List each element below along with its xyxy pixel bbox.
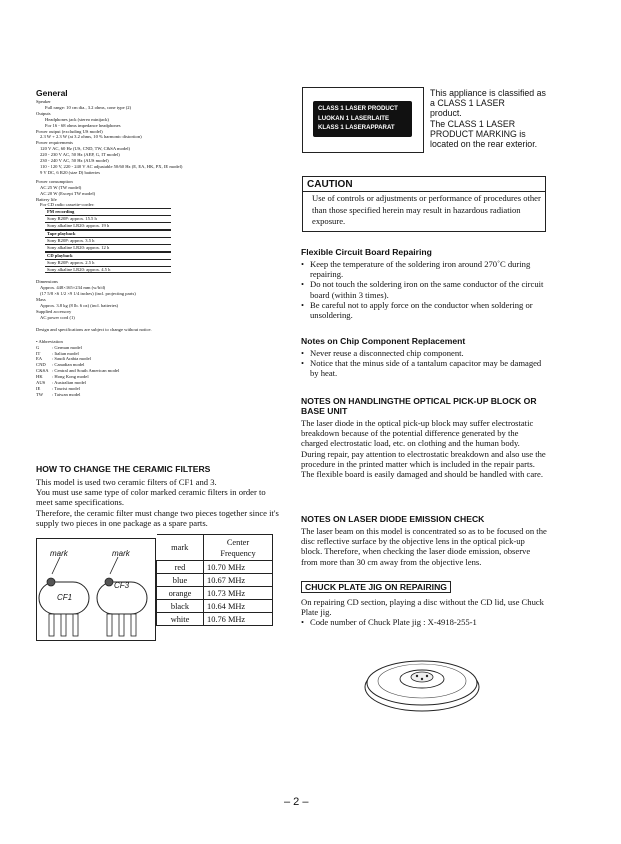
chip-heading: Notes on Chip Component Replacement xyxy=(301,336,466,346)
flex-board-section xyxy=(301,247,547,320)
mark-label-2: mark xyxy=(112,549,130,558)
spec-line: 220 - 230 V AC, 50 Hz (AEP, G, IT model) xyxy=(40,152,120,158)
spec-line: AC 20 W (Except TW model) xyxy=(40,190,96,196)
spec-line: For 16 - 68 ohms impedance headphones xyxy=(45,122,121,128)
battery-life-row: Sony alkaline LR20: approx. 4.5 h xyxy=(45,267,171,274)
optical-section xyxy=(301,396,547,479)
battery-life-row: Sony R20P: approx. 3.5 h xyxy=(45,238,171,245)
abbreviation-meaning: : Saudi Arabia model xyxy=(52,356,91,362)
filter-frequency: 10.73 MHz xyxy=(204,587,273,600)
jig-hole-1 xyxy=(416,675,418,677)
filter-frequency: 10.70 MHz xyxy=(204,561,273,574)
ceramic-filter-text xyxy=(36,477,282,528)
battery-life-table xyxy=(45,208,171,273)
bullet-item: • Never reuse a disconnected chip component. xyxy=(301,348,547,358)
laser-desc-line: product. xyxy=(430,108,462,119)
spec-line: Full range: 10 cm dia., 3.2 ohms, cone type (2) xyxy=(45,104,132,110)
caution-divider xyxy=(303,191,545,192)
chip-list xyxy=(301,348,547,379)
abbreviation-code: C&SA xyxy=(36,368,49,374)
chuck-plate-jig-illustration xyxy=(362,655,482,717)
emission-text: The laser beam on this model is concentrated so as to be focused on the disc reflective surface by the objective lens in the optical pick-up block. Therefore, when checking the laser diode emission, observe from more than 30 cm away from the objective lens. xyxy=(301,526,547,567)
general-heading: General xyxy=(36,88,68,98)
battery-life-row: Sony alkaline LR20: approx. 19 h xyxy=(45,223,171,230)
general-section xyxy=(36,88,276,398)
paragraph: The laser diode in the optical pick-up block may suffer electrostatic breakdown because of the potential difference generated by the charged electrostatic load, etc. on clothing and the human body. xyxy=(301,418,534,449)
spec-line: Headphones jack (stereo minijack) xyxy=(45,116,109,122)
spec-line: Approx. 448×165×234 mm (w/h/d) xyxy=(40,285,106,291)
spec-line: Dimensions xyxy=(36,279,58,285)
abbreviation-meaning: : Canadian model xyxy=(52,362,85,368)
spec-line: AC 25 W (TW model) xyxy=(40,184,82,190)
spec-line: Speaker xyxy=(36,99,51,104)
general-spec-list xyxy=(36,99,276,176)
abbreviation-code: EA xyxy=(36,356,43,362)
abbreviation-code: AUS xyxy=(36,380,46,386)
table-head-frequency xyxy=(204,535,273,561)
filter-mark-color: black xyxy=(157,600,204,613)
abbreviation-meaning: : Taiwan model xyxy=(52,391,81,397)
spec-line: Battery life xyxy=(36,196,57,202)
laser-class-description xyxy=(430,88,546,149)
spec-line: Outputs xyxy=(36,110,51,116)
jig-hub-center xyxy=(411,672,433,682)
laser-label-line: KLASS 1 LASERAPPARAT xyxy=(318,124,395,131)
filter-frequency: 10.76 MHz xyxy=(204,613,273,626)
spec-line: (17 5/8 ×6 1/2 ×9 1/4 inches) (incl. projecting parts) xyxy=(40,291,136,297)
battery-life-row: Sony R20P: approx. 15.5 h xyxy=(45,216,171,223)
filter-frequency: 10.67 MHz xyxy=(204,574,273,587)
page-number: – 2 – xyxy=(284,796,309,808)
abbreviation-meaning: : German model xyxy=(52,344,82,350)
chuck-heading: CHUCK PLATE JIG ON REPAIRING xyxy=(301,581,451,593)
chip-section xyxy=(301,336,547,379)
spec-line: Power output (excluding US model) xyxy=(36,128,103,134)
battery-life-row: Sony R20P: approx. 2.5 h xyxy=(45,260,171,267)
chuck-list xyxy=(301,617,547,627)
abbreviation-code: HK xyxy=(36,374,43,380)
jig-hole-2 xyxy=(426,675,428,677)
bullet-item: • Keep the temperature of the soldering iron around 270˚C during repairing. xyxy=(301,259,547,279)
spec-line: 120 V AC, 60 Hz (US, CND, TW, C&SA model) xyxy=(40,146,131,152)
bullet-item: • Be careful not to apply force on the conductor when soldering or unsoldering. xyxy=(301,300,547,320)
spec-line: Approx. 3.8 kg (8 lb. 6 oz) (incl. batteries) xyxy=(40,303,119,309)
spec-line: Power consumption xyxy=(36,178,73,184)
table-head-frequency-line-1: Center xyxy=(226,537,250,547)
paragraph: During repair, pay attention to electrostatic breakdown and also use the procedure in the printed matter which is included in the repair parts. xyxy=(301,448,546,469)
laser-desc-line: located on the rear exterior. xyxy=(430,139,538,150)
abbreviation-title: • Abbreviation xyxy=(36,338,63,344)
filter-row xyxy=(157,587,273,600)
spec-line: 9 V DC, 6 R20 (size D) batteries xyxy=(40,169,101,175)
cf3-pin-3 xyxy=(131,614,136,636)
cf3-pin-1 xyxy=(107,614,112,636)
paragraph: You must use same type of color marked ceramic filters in order to meet same specifications. xyxy=(36,487,266,508)
abbreviation-code: IE xyxy=(36,385,41,391)
ceramic-filter-table xyxy=(156,534,273,626)
laser-desc-line: PRODUCT MARKING is xyxy=(430,128,526,139)
general-spec-list-2 xyxy=(36,179,276,209)
bullet-item: • Notice that the minus side of a tantalum capacitor may be damaged by heat. xyxy=(301,358,547,378)
abbreviation-meaning: : Hong Kong model xyxy=(52,374,89,380)
laser-label-lines xyxy=(313,101,412,133)
laser-label-line: CLASS 1 LASER PRODUCT xyxy=(318,105,398,112)
spec-line: 110 - 120 V, 220 - 240 V AC adjustable 50/60 Hz (E, EA, HK, PX, IE model) xyxy=(40,163,183,169)
chuck-code-item: • Code number of Chuck Plate jig : X-4918-255-1 xyxy=(301,617,547,627)
optical-heading: NOTES ON HANDLINGTHE OPTICAL PICK-UP BLOCK OR BASE UNIT xyxy=(301,396,537,416)
abbreviation-list xyxy=(36,345,276,398)
laser-desc-line: a CLASS 1 LASER xyxy=(430,98,505,109)
laser-label-line: LUOKAN 1 LASERLAITE xyxy=(318,114,390,122)
spec-line: Mass xyxy=(36,297,46,303)
cf3-color-mark xyxy=(105,578,113,586)
filter-mark-color: blue xyxy=(157,574,204,587)
laser-desc-line: The CLASS 1 LASER xyxy=(430,118,516,129)
cf3-label: CF3 xyxy=(114,581,130,590)
optical-text xyxy=(301,418,547,479)
battery-life-row: Sony alkaline LR20: approx. 12 h xyxy=(45,245,171,252)
mark-label-1: mark xyxy=(50,549,68,558)
spec-line: AC power cord (1) xyxy=(40,314,75,320)
paragraph: Therefore, the ceramic filter must change two pieces together since it's supply two pieces in one package as a spare parts. xyxy=(36,507,279,528)
spec-line: Supplied accessory xyxy=(36,309,72,314)
filter-mark-color: red xyxy=(157,561,204,574)
abbreviation-meaning: : Italian model xyxy=(52,350,79,356)
filter-row xyxy=(157,600,273,613)
cf1-color-mark xyxy=(47,578,55,586)
filter-row xyxy=(157,561,273,574)
spec-line: 2.3 W + 2.3 W (at 3.2 ohms, 10 % harmonic distortion) xyxy=(40,134,142,140)
spec-line: Power requirements xyxy=(36,140,73,146)
leader-line-2 xyxy=(110,557,118,574)
bullet-item: • Do not touch the soldering iron on the same conductor of the circuit board (within 3 times). xyxy=(301,279,547,299)
flex-board-heading: Flexible Circuit Board Repairing xyxy=(301,247,432,257)
battery-mode-header: FM recording xyxy=(45,208,171,216)
filter-mark-color: white xyxy=(157,613,204,626)
flex-board-list xyxy=(301,259,547,320)
cf1-pin-2 xyxy=(61,614,66,636)
chuck-text: On repairing CD section, playing a disc without the CD lid, use Chuck Plate jig. xyxy=(301,597,544,618)
leader-line-1 xyxy=(52,557,60,574)
jig-hole-3 xyxy=(421,678,423,680)
cf1-label: CF1 xyxy=(57,593,73,602)
chuck-section xyxy=(301,577,547,628)
cf1-pin-3 xyxy=(73,614,78,636)
filter-mark-color: orange xyxy=(157,587,204,600)
filter-frequency: 10.64 MHz xyxy=(204,600,273,613)
battery-mode-header: CD playback xyxy=(45,252,171,260)
filter-row xyxy=(157,613,273,626)
abbreviation-code: TW xyxy=(36,391,44,397)
spec-note: Design and specifications are subject to change without notice. xyxy=(36,326,152,332)
laser-label-plate xyxy=(313,101,412,137)
laser-label-box xyxy=(302,87,424,153)
emission-heading: NOTES ON LASER DIODE EMISSION CHECK xyxy=(301,514,485,524)
paragraph: This model is used two ceramic filters of CF1 and 3. xyxy=(36,477,217,487)
spec-line: For CD radio cassette-corder: xyxy=(40,202,95,208)
caution-text: Use of controls or adjustments or performance of procedures other than those specified herein may result in hazardous radiation exposure. xyxy=(312,193,541,226)
abbreviation-code: IT xyxy=(36,350,41,356)
laser-desc-line: This appliance is classified as xyxy=(430,88,546,98)
filter-row xyxy=(157,574,273,587)
cf1-pin-1 xyxy=(49,614,54,636)
battery-mode-header: Tape playback xyxy=(45,230,171,238)
abbreviation-meaning: : Australian model xyxy=(52,380,86,386)
abbreviation-meaning: : Tourist model xyxy=(52,385,80,391)
abbreviation-code: G xyxy=(36,344,40,350)
spec-line: 230 - 240 V AC, 50 Hz (AUS model) xyxy=(40,158,109,164)
abbreviation-meaning: : Central and South American model xyxy=(52,368,120,374)
ceramic-filter-section xyxy=(36,464,282,528)
emission-section xyxy=(301,514,547,567)
caution-title: CAUTION xyxy=(307,179,353,190)
ceramic-filter-heading: HOW TO CHANGE THE CERAMIC FILTERS xyxy=(36,464,211,474)
caution-box xyxy=(302,176,546,232)
paragraph: The flexible board is easily damaged and should be handled with care. xyxy=(301,469,543,480)
abbreviation-code: CND xyxy=(36,362,46,368)
table-head-frequency-line-2: Frequency xyxy=(220,548,256,558)
cf3-pin-2 xyxy=(119,614,124,636)
table-head-mark: mark xyxy=(157,535,204,561)
general-spec-list-3 xyxy=(36,279,276,320)
